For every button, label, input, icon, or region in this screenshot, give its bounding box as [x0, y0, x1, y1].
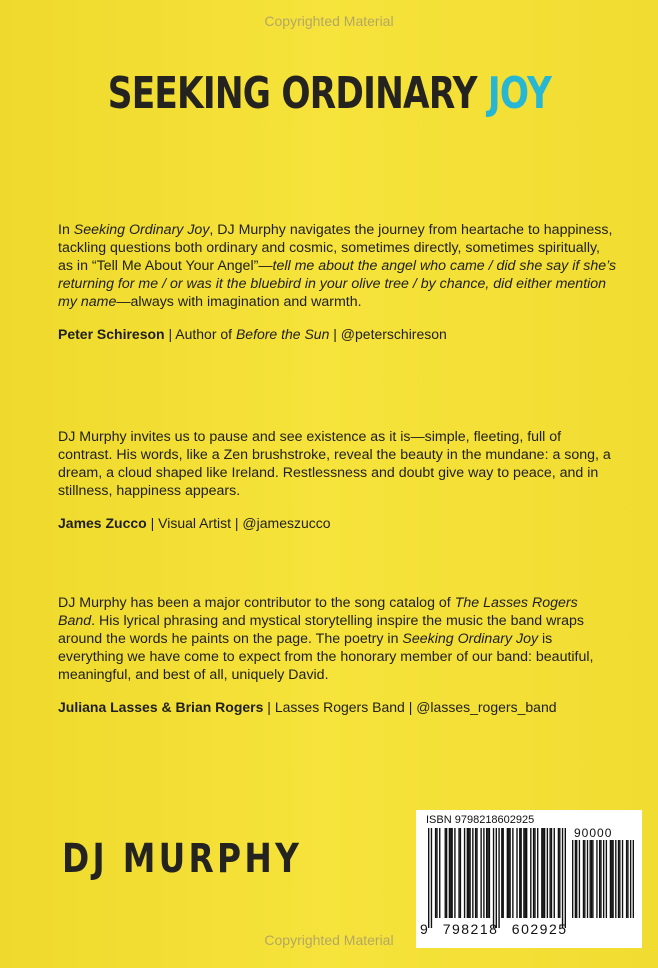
- blurb-text: DJ Murphy invites us to pause and see existence as it is—simple, fleeting, full of contrast. His words, like a Zen brushstroke, reveal the beauty in the mundane: a song, a dream, a cloud shaped like Ireland. Restlessness and doubt give way to peace, and in stillness, happiness appears.: [58, 429, 611, 499]
- book-title: [73, 66, 586, 122]
- price-code: 90000: [574, 826, 613, 840]
- barcode-bar: [436, 828, 437, 918]
- barcode-addon-bar: [615, 840, 616, 918]
- barcode-bar: [503, 828, 504, 918]
- barcode-bar: [516, 828, 517, 918]
- blurb-1: [58, 222, 618, 343]
- barcode-bars: [428, 828, 566, 928]
- barcode-addon-bars: [572, 840, 634, 928]
- title-accent-word: JOY: [487, 68, 552, 119]
- barcode-addon-bar: [611, 840, 612, 918]
- barcode-digit-group: 798218: [442, 921, 499, 937]
- barcode-addon-bar: [618, 840, 619, 918]
- barcode-digit-group: 602925: [511, 921, 568, 937]
- attribution-name: Juliana Lasses & Brian Rogers: [58, 698, 264, 715]
- barcode-bar: [489, 828, 490, 918]
- barcode-bar: [480, 828, 481, 918]
- blurb-attribution: Peter Schireson | Author of Before the Sun | @peterschireson: [58, 325, 447, 342]
- blurb-3: [58, 595, 618, 716]
- barcode-bar: [523, 828, 524, 918]
- barcode-addon-bar: [633, 840, 634, 918]
- barcode-bar: [512, 828, 513, 918]
- barcode-bar: [519, 828, 520, 918]
- barcode-addon-bar: [575, 840, 576, 918]
- attribution-name: Peter Schireson: [58, 325, 165, 342]
- barcode-bar: [493, 828, 494, 928]
- barcode-addon-bar: [610, 840, 611, 918]
- barcode-addon-bar: [592, 840, 593, 918]
- barcode-bar: [498, 828, 499, 928]
- barcode-bar: [445, 828, 446, 918]
- barcode-bar: [458, 828, 459, 918]
- barcode-bar: [501, 828, 502, 918]
- barcode-bar: [537, 828, 538, 918]
- barcode-addon-bar: [619, 840, 620, 918]
- barcode-bar: [454, 828, 455, 918]
- barcode-bar: [450, 828, 451, 918]
- barcode-addon-bar: [622, 840, 623, 918]
- barcode-bar: [469, 828, 470, 918]
- barcode-addon-bar: [599, 840, 600, 918]
- barcode-addon-bar: [583, 840, 584, 918]
- barcode-addon-bar: [591, 840, 592, 918]
- barcode-bar: [547, 828, 548, 918]
- barcode-addon-bar: [576, 840, 577, 918]
- barcode-addon-bar: [590, 840, 591, 918]
- barcode-bar: [451, 828, 452, 918]
- barcode-bar: [483, 828, 484, 918]
- blurb-text: In Seeking Ordinary Joy, DJ Murphy navigates the journey from heartache to happiness, tackling questions both ordinary and cosmic, sometimes directly, sometimes spiritually, as in “Tell Me About Your Angel”—tell me about the angel who came / did she say if she’s returning for me / or was it the bluebird in your olive tree / by chance, did either mention my name—always with imagination and warmth.: [58, 222, 617, 310]
- barcode-addon-bar: [600, 840, 601, 918]
- barcode-addon-bar: [626, 840, 627, 918]
- isbn-barcode: [416, 810, 642, 948]
- barcode-bar: [428, 828, 429, 928]
- barcode-bar: [565, 828, 566, 928]
- barcode-addon-bar: [584, 840, 585, 918]
- barcode-addon-bar: [587, 840, 588, 918]
- barcode-bar: [460, 828, 461, 918]
- barcode-bar: [487, 828, 488, 918]
- barcode-addon-bar: [606, 840, 607, 918]
- barcode-bar: [467, 828, 468, 918]
- barcode-addon-bar: [612, 840, 613, 918]
- barcode-bar: [562, 828, 563, 928]
- barcode-bar: [439, 828, 440, 918]
- barcode-bar: [431, 828, 432, 928]
- barcode-bar: [486, 828, 487, 918]
- barcode-bar: [508, 828, 509, 918]
- barcode-addon-bar: [630, 840, 631, 918]
- barcode-bar: [507, 828, 508, 918]
- barcode-bar: [543, 828, 544, 918]
- isbn-label: ISBN 9798218602925: [426, 814, 535, 826]
- barcode-bar: [559, 828, 560, 918]
- barcode-bar: [549, 828, 550, 918]
- title-main: SEEKING ORDINARY: [107, 68, 477, 119]
- barcode-bar: [551, 828, 552, 918]
- barcode-bar: [526, 828, 527, 918]
- barcode-addon-bar: [603, 840, 604, 918]
- barcode-bar: [520, 828, 521, 918]
- barcode-bar: [554, 828, 555, 918]
- barcode-bar: [446, 828, 447, 918]
- blurb-2: [58, 429, 618, 533]
- barcode-addon-bar: [579, 840, 580, 918]
- blurb-attribution: James Zucco | Visual Artist | @jameszucco: [58, 514, 331, 531]
- barcode-bar: [496, 828, 497, 928]
- blurb-text: DJ Murphy has been a major contributor to the song catalog of The Lasses Rogers Band. His lyrical phrasing and mystical storytelling inspire the music the band wraps around the words he paints on the page. The poetry in Seeking Ordinary Joy is everything we have come to expect from the honorary member of our band: beautiful, meaningful, and best of all, uniquely David.: [58, 595, 594, 683]
- barcode-addon-bar: [572, 840, 573, 918]
- barcode-bar: [468, 828, 469, 918]
- barcode-bar: [475, 828, 476, 918]
- barcode-bar: [541, 828, 542, 918]
- barcode-bar: [530, 828, 531, 918]
- barcode-bar: [525, 828, 526, 918]
- barcode-bar: [472, 828, 473, 918]
- barcode-addon-bar: [596, 840, 597, 918]
- barcode-bar: [476, 828, 477, 918]
- barcode-addon-bar: [627, 840, 628, 918]
- barcode-bar: [449, 828, 450, 918]
- barcode-bar: [509, 828, 510, 918]
- barcode-bar: [544, 828, 545, 918]
- blurb-attribution: Juliana Lasses & Brian Rogers | Lasses Rogers Band | @lasses_rogers_band: [58, 698, 557, 715]
- watermark-top: Copyrighted Material: [264, 13, 394, 29]
- barcode-digit-group: 9: [420, 921, 430, 937]
- watermark-bottom: Copyrighted Material: [264, 932, 394, 948]
- barcode-bar: [558, 828, 559, 918]
- barcode-bar: [534, 828, 535, 918]
- barcode-bar: [533, 828, 534, 918]
- author-name: DJ MURPHY: [62, 836, 303, 882]
- barcode-bar: [435, 828, 436, 918]
- attribution-name: James Zucco: [58, 514, 147, 531]
- barcode-bar: [464, 828, 465, 918]
